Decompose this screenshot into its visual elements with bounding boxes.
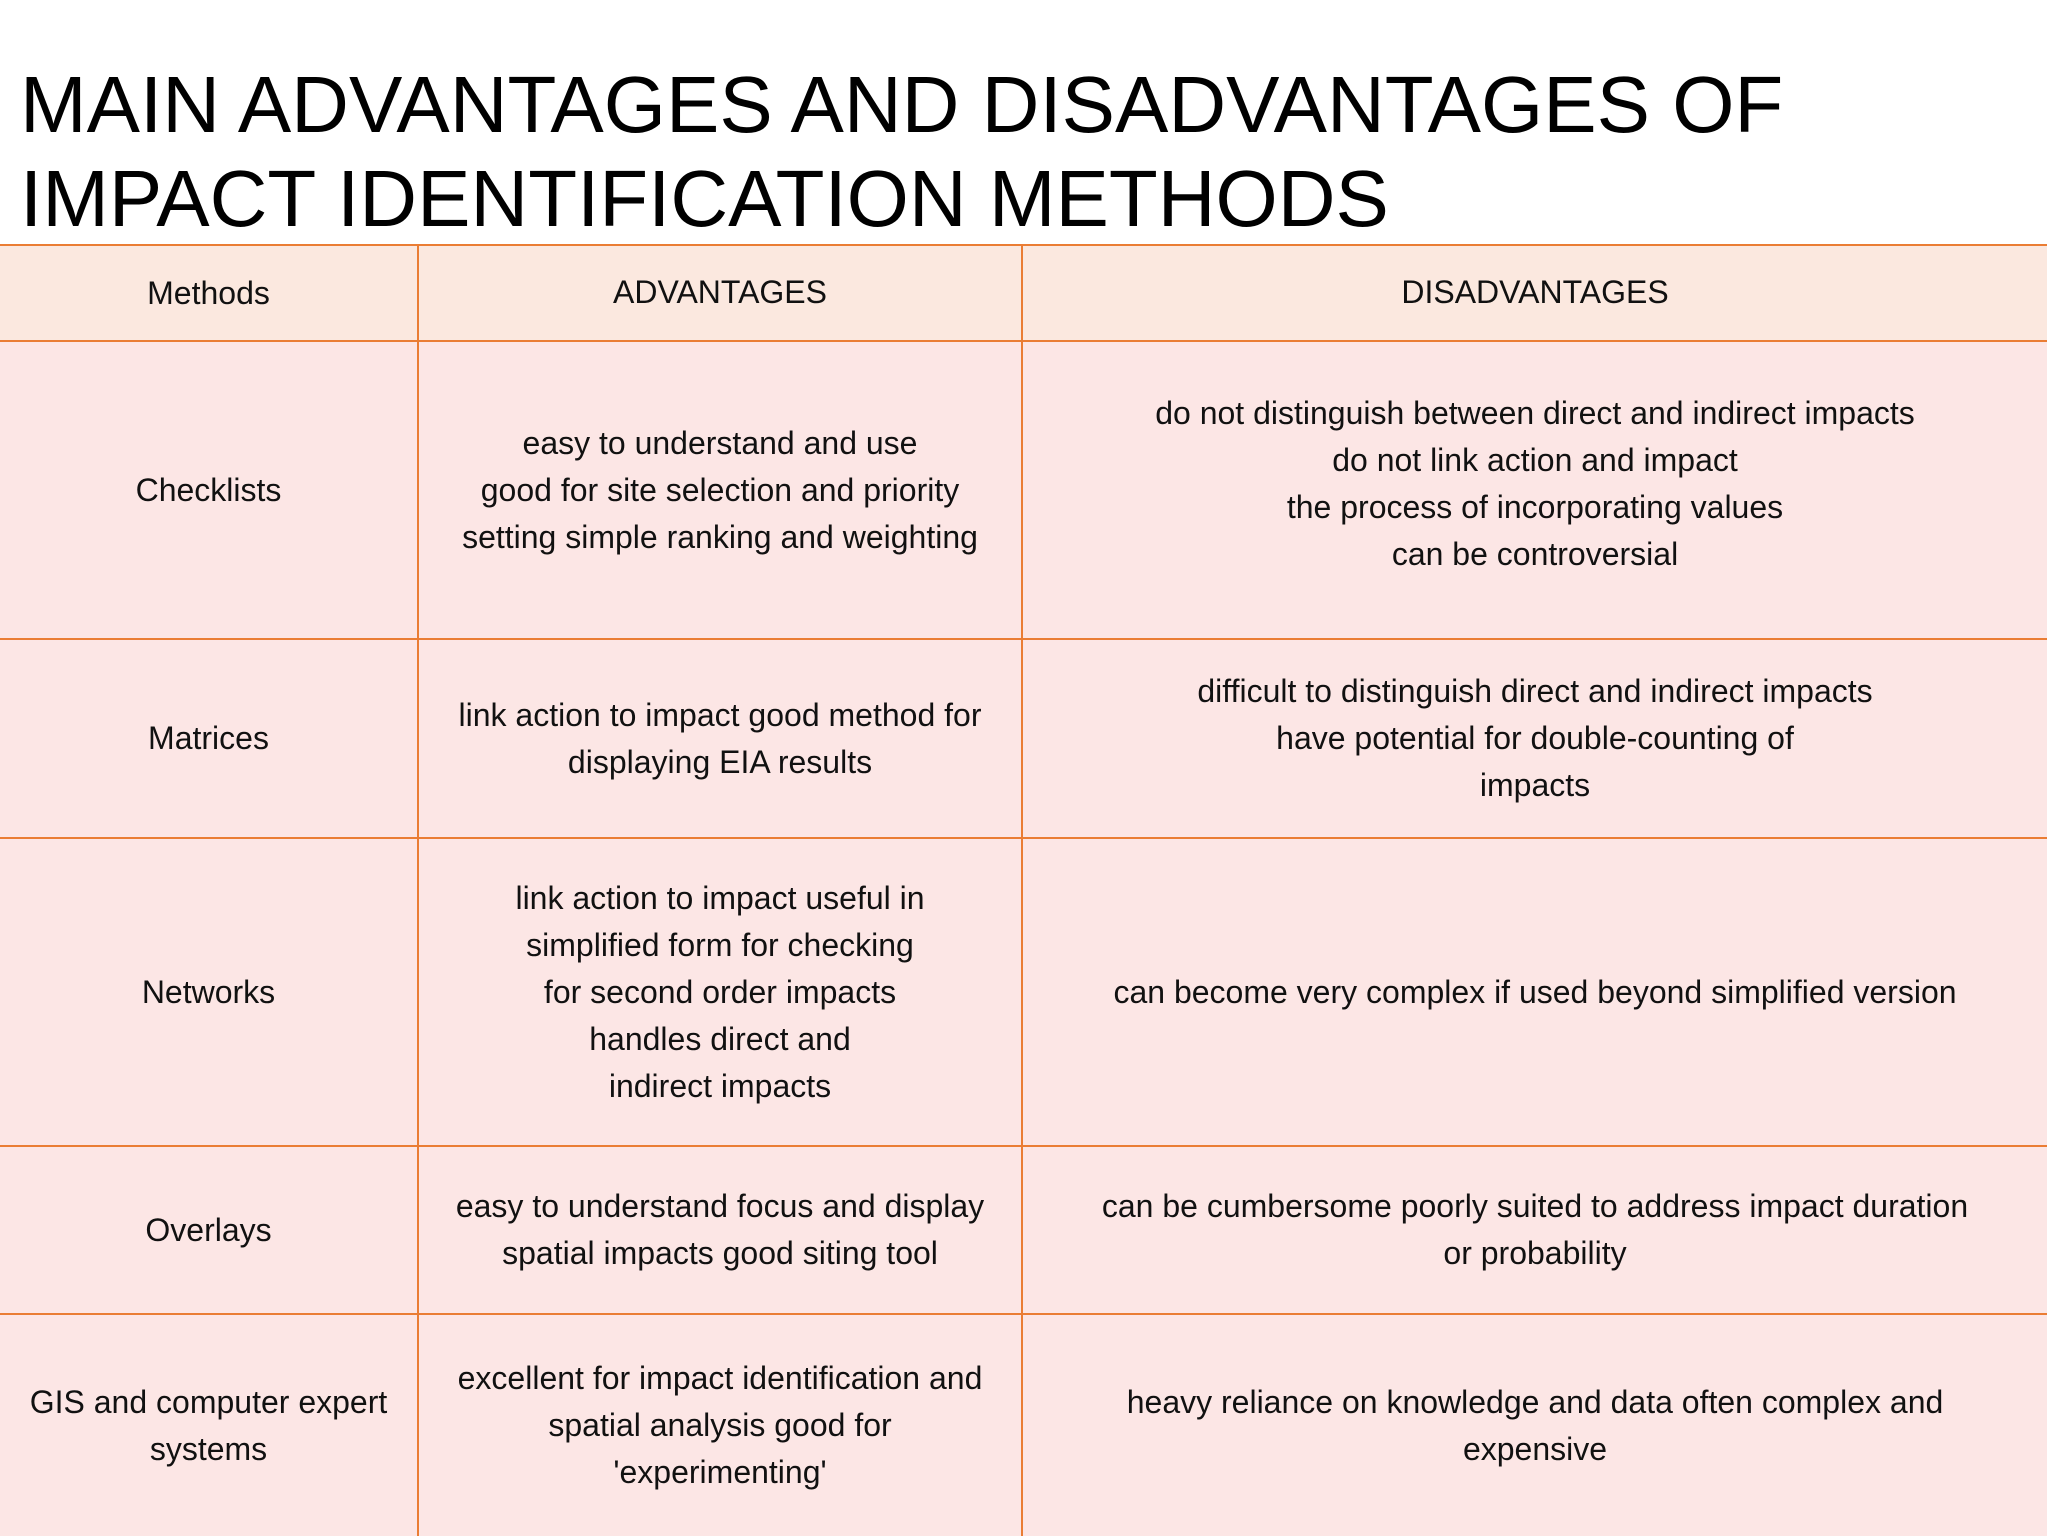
method-label: GIS and computer expert systems: [29, 1383, 388, 1467]
disadvantages-line: heavy reliance on knowledge and data often complex and: [1126, 1383, 1944, 1420]
advantages-line: spatial impacts good siting tool: [502, 1235, 938, 1271]
header-methods-label: Methods: [147, 274, 270, 311]
method-cell: [0, 838, 418, 1146]
disadvantages-cell: [1022, 838, 2047, 1146]
advantages-line: link action to impact good method for: [458, 696, 982, 733]
advantages-text: [419, 1355, 1021, 1496]
advantages-cell: [418, 1146, 1022, 1314]
advantages-cell: [418, 341, 1022, 639]
disadvantages-line: can be cumbersome poorly suited to address impact duration: [1101, 1188, 1969, 1224]
disadvantages-text: [1023, 390, 2047, 590]
disadvantages-line: or probability: [1443, 1235, 1627, 1271]
advantages-line: good for site selection and priority: [480, 471, 960, 508]
advantages-line: setting simple ranking and weighting: [462, 518, 978, 555]
disadvantages-text: [1023, 668, 2047, 809]
disadvantages-line: do not distinguish between direct and indirect impacts: [1155, 395, 1915, 431]
disadvantages-cell: [1022, 1146, 2047, 1314]
advantages-cell: [418, 1314, 1022, 1536]
disadvantages-line: have potential for double-counting of: [1276, 720, 1794, 756]
disadvantages-text: [1023, 1379, 2047, 1473]
advantages-line: link action to impact useful in: [515, 879, 925, 916]
advantages-text: [419, 1183, 1021, 1277]
advantages-line: simplified form for checking: [526, 926, 914, 963]
disadvantages-text: [1023, 969, 2047, 1016]
slide-title-line-1: MAIN ADVANTAGES AND DISADVANTAGES OF: [20, 60, 1784, 149]
method-cell: [0, 341, 418, 639]
advantages-line: 'experimenting': [613, 1454, 827, 1490]
advantages-line: displaying EIA results: [567, 743, 873, 780]
disadvantages-cell: [1022, 1314, 2047, 1536]
disadvantages-line: do not link action and impact: [1332, 442, 1738, 478]
slide-title-line-2: IMPACT IDENTIFICATION METHODS: [20, 154, 1389, 243]
advantages-line: handles direct and: [589, 1020, 851, 1057]
table-header-row: [0, 245, 2047, 341]
advantages-line: easy to understand focus and display: [455, 1188, 985, 1224]
disadvantages-line: can be controversial: [1391, 536, 1679, 572]
header-advantages-label: ADVANTAGES: [613, 273, 827, 310]
header-methods: [0, 245, 418, 341]
method-cell: [0, 1146, 418, 1314]
header-advantages: [418, 245, 1022, 341]
advantages-cell: [418, 639, 1022, 838]
advantages-text: [419, 875, 1021, 1110]
header-disadvantages-label: DISADVANTAGES: [1401, 273, 1669, 310]
advantages-line: easy to understand and use: [522, 424, 918, 461]
disadvantages-line: expensive: [1462, 1430, 1608, 1467]
table-row-overlays: [0, 1146, 2047, 1314]
disadvantages-line: difficult to distinguish direct and indirect impacts: [1197, 673, 1873, 709]
advantages-text: [419, 420, 1021, 561]
method-label: Networks: [141, 973, 276, 1010]
table-row-checklists: [0, 341, 2047, 639]
advantages-line: spatial analysis good for: [548, 1407, 892, 1443]
slide-title: [20, 58, 2010, 246]
disadvantages-text: [1023, 1183, 2047, 1277]
table-row-matrices: [0, 639, 2047, 838]
disadvantages-cell: [1022, 341, 2047, 639]
disadvantages-line: the process of incorporating values: [1286, 489, 1784, 525]
disadvantages-line: can become very complex if used beyond simplified version: [1113, 973, 1957, 1010]
method-label: Checklists: [135, 471, 282, 508]
method-cell: [0, 639, 418, 838]
method-cell: [0, 1314, 418, 1536]
advantages-cell: [418, 838, 1022, 1146]
disadvantages-cell: [1022, 639, 2047, 838]
method-label: Overlays: [145, 1211, 272, 1248]
table-row-networks: [0, 838, 2047, 1146]
advantages-line: excellent for impact identification and: [457, 1360, 983, 1396]
advantages-text: [419, 692, 1021, 786]
methods-comparison-table: [0, 244, 2047, 1536]
advantages-line: for second order impacts: [543, 973, 897, 1010]
method-label: Matrices: [148, 720, 269, 756]
disadvantages-line: impacts: [1479, 767, 1591, 803]
advantages-line: indirect impacts: [608, 1067, 832, 1104]
header-disadvantages: [1022, 245, 2047, 341]
table-row-gis: [0, 1314, 2047, 1536]
